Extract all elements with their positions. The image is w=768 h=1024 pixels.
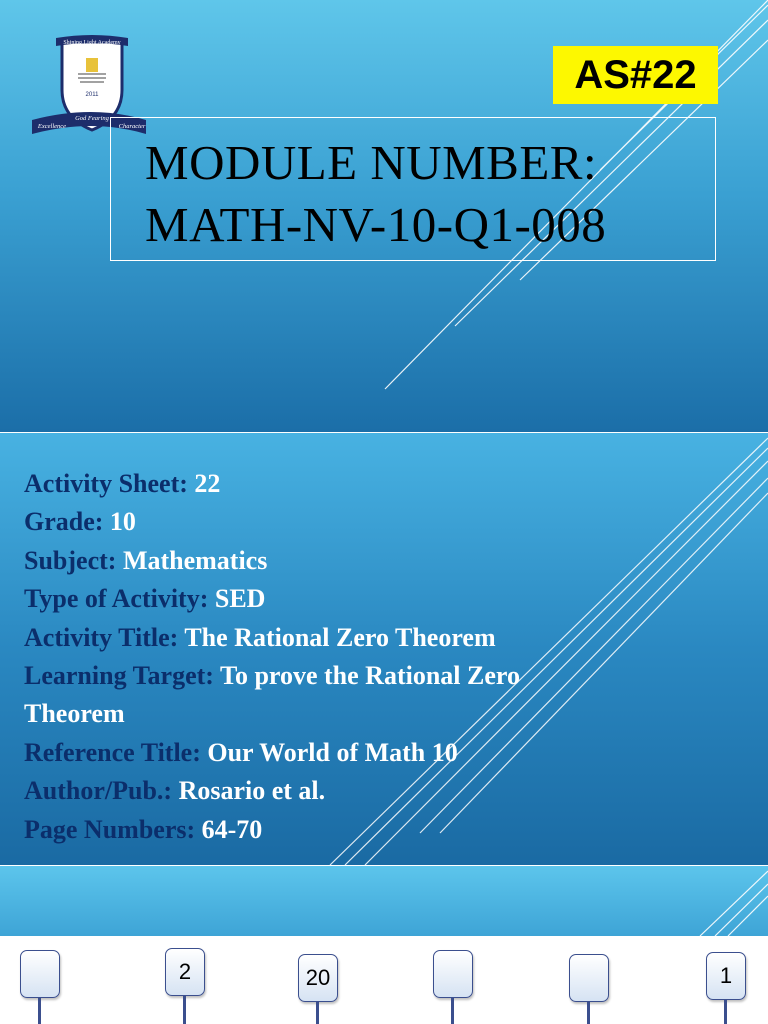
nav-box-3[interactable]: 20 [298,954,338,1002]
nav-stem [183,996,186,1024]
decorative-lines [0,866,768,936]
page-thumbnail-strip [0,936,768,1024]
info-row-reference-title: Reference Title: Our World of Math 10 [24,737,458,767]
nav-box-1[interactable] [20,950,60,998]
nav-stem [587,1002,590,1024]
logo-year: 2011 [85,92,99,98]
module-title-line1: MODULE NUMBER: [145,135,598,190]
info-row-grade: Grade: 10 [24,507,136,537]
slide-next-partial [0,866,768,936]
logo-motto-left: Excellence [37,123,67,130]
nav-box-6[interactable]: 1 [706,952,746,1000]
info-row-type-of-activity: Type of Activity: SED [24,584,266,614]
info-row-learning-target-cont: Theorem [24,699,125,729]
nav-box-5[interactable] [569,954,609,1002]
activity-info-list [24,465,724,849]
nav-stem [316,1002,319,1024]
logo-motto-center: God Fearing [75,115,109,122]
info-row-activity-sheet: Activity Sheet: 22 [24,469,221,498]
nav-box-2[interactable]: 2 [165,948,205,996]
activity-badge: AS#22 [553,46,718,104]
nav-stem [724,1000,727,1024]
info-row-activity-title: Activity Title: The Rational Zero Theorem [24,622,496,652]
info-row-page-numbers: Page Numbers: 64-70 [24,814,263,844]
slide-info [0,433,768,865]
slide-title [0,0,768,432]
info-row-learning-target: Learning Target: To prove the Rational Zero [24,661,520,691]
module-title-line2: MATH-NV-10-Q1-008 [145,197,607,252]
logo-motto-right: Character [118,123,146,130]
info-row-author: Author/Pub.: Rosario et al. [24,776,326,806]
info-row-subject: Subject: Mathematics [24,545,268,575]
nav-stem [451,998,454,1024]
nav-stem [38,998,41,1024]
logo-school-name: Shining Light Academy [63,40,121,46]
nav-box-4[interactable] [433,950,473,998]
